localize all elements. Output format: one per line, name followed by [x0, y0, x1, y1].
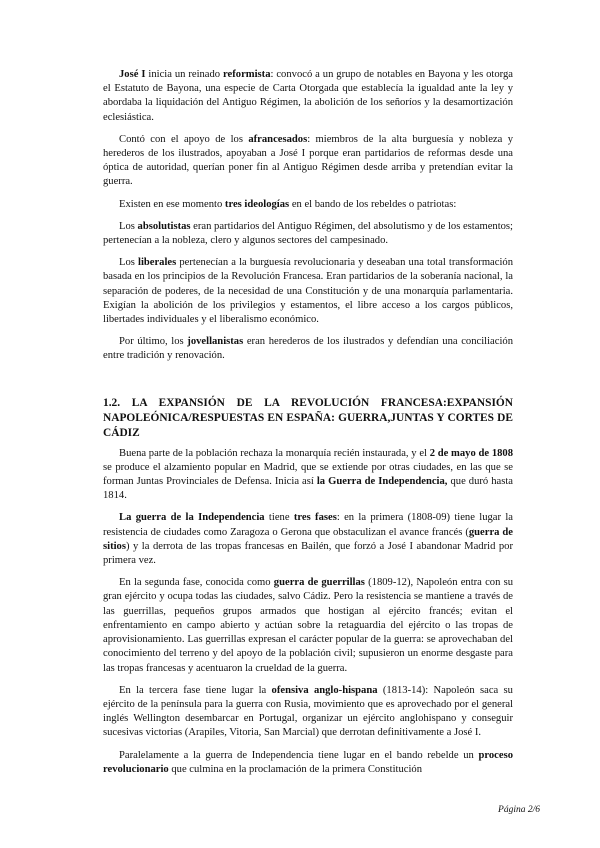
text-run: (1809-12), Napoleón entra con su gran ejército y ocupa todas las ciudades, salvo Cádiz. Pero la resistencia se mantiene a través de las guerrillas, pequeños grupos armados que hostigan al ejército francés; evitan el enfrentamiento en campo abierto y actúan sobre la retaguardia del ejército o las tropas de aprovisionamiento. Las guerrillas expresan el carácter popular de la guerra: se aprovechaban del conocimiento del terreno y del apoyo de la población civil; supusieron un enorme desgaste para las tropas francesas y acentuaron la crueldad de la guerra. [103, 577, 513, 674]
text-run: pertenecían a la burguesía revolucionaria y deseaban una total transformación basada en los principios de la Revolución Francesa. Eran partidarios de la soberanía nacional, la separación de poderes, de la necesidad de una Constitución y de una monarquía parlamentaria. Exigían la abolición de los privilegios y estamentos, el libre acceso a los cargos públicos, libertades individuales y el liberalismo económico. [103, 257, 513, 326]
bold-term: proceso revolucionario [103, 749, 513, 775]
text-run: Contó con el apoyo de los [119, 133, 249, 145]
paragraph [103, 447, 513, 504]
bold-term: guerra de sitios [103, 526, 513, 552]
bold-term: tres ideologías [224, 198, 290, 210]
bold-term: jovellanistas [187, 336, 244, 348]
text-run: eran herederos de los ilustrados y defendían una conciliación entre tradición y renovación. [103, 336, 513, 362]
bold-term: la Guerra de Independencia, [316, 476, 448, 488]
bold-term: José I [119, 69, 146, 80]
paragraph [103, 684, 513, 741]
paragraph [103, 749, 513, 777]
paragraph [103, 198, 513, 212]
text-run: se produce el alzamiento popular en Madrid, que se extiende por otras ciudades, en las que se forman Juntas Provinciales de Defensa. Inicia así [103, 461, 513, 488]
paragraph [103, 220, 513, 248]
section-heading: 1.2. LA EXPANSIÓN DE LA REVOLUCIÓN FRANCESA:EXPANSIÓN NAPOLEÓNICA/RESPUESTAS EN ESPAÑA: GUERRA,JUNTAS Y CORTES DE CÁDIZ [103, 396, 513, 439]
paragraph [103, 256, 513, 327]
bold-term: tres fases [293, 512, 337, 524]
bold-term: absolutistas [137, 220, 191, 232]
text-run: Por último, los [119, 336, 188, 348]
text-run: (1813-14): Napoleón saca su ejército de la península para la guerra con Rusia, movimiento que es aprovechado por el general inglés Wellington desembarcar en Portugal, organizar un ejército anglohispano y conseguir sucesivas victorias (Arapiles, Vitoria, San Marcial) que derrotan definitivamente a José I. [103, 684, 513, 739]
text-run: Los [119, 257, 138, 269]
section-war [103, 447, 513, 777]
text-run: inicia un reinado [145, 69, 224, 80]
bold-term: La guerra de la Independencia [119, 512, 265, 524]
page-content [103, 68, 513, 785]
text-run: : en la primera (1808-09) tiene lugar la resistencia de ciudades como Zaragoza o Gerona que obstaculizan el avance francés ( [103, 512, 513, 538]
page-number: Página 2/6 [498, 805, 540, 815]
paragraph [103, 68, 513, 125]
text-run: en el bando de los rebeldes o patriotas: [289, 198, 457, 210]
text-run: : convocó a un grupo de notables en Bayona y les otorga el Estatuto de Bayona, una especie de Carta Otorgada que establecía la igualdad ante la ley y abordaba la liquidación del Antiguo Régimen, la abolición de los señoríos y la desamortización eclesiástica. [103, 69, 514, 123]
text-run: Paralelamente a la guerra de Independencia tiene lugar en el bando rebelde un [119, 749, 479, 761]
text-run: ) y la derrota de las tropas francesas en Bailén, que forzó a José I abandonar Madrid por primera vez. [103, 540, 513, 567]
text-run: que culmina en la proclamación de la primera Constitución [168, 763, 423, 775]
section-intro [103, 68, 513, 364]
bold-term: ofensiva anglo-hispana [271, 684, 378, 696]
paragraph [103, 576, 513, 675]
text-run: tiene [264, 512, 294, 524]
text-run: Los [119, 220, 138, 232]
text-run: En la segunda fase, conocida como [119, 577, 274, 589]
bold-term: liberales [138, 257, 177, 269]
bold-term: guerra de guerrillas [273, 577, 365, 589]
paragraph [103, 335, 513, 363]
text-run: Existen en ese momento [119, 198, 225, 210]
text-run: : miembros de la alta burguesía y nobleza y herederos de los ilustrados, apoyaban a José I porque eran partidarios de reformas desde una óptica de autoridad, querían poner fin al Antiguo Régimen desde arriba y pretendían evitar la guerra. [103, 133, 514, 188]
bold-term: reformista [223, 69, 271, 80]
text-run: En la tercera fase tiene lugar la [119, 684, 272, 696]
bold-term: afrancesados [248, 133, 308, 145]
paragraph [103, 133, 513, 190]
text-run: que duró hasta 1814. [103, 476, 514, 502]
bold-term: 2 de mayo de 1808 [429, 447, 514, 459]
paragraph [103, 511, 513, 568]
text-run: eran partidarios del Antiguo Régimen, del absolutismo y de los estamentos; pertenecían a la nobleza, clero y algunos sectores del campesinado. [103, 220, 513, 247]
text-run: Buena parte de la población rechaza la monarquía recién instaurada, y el [119, 447, 430, 459]
